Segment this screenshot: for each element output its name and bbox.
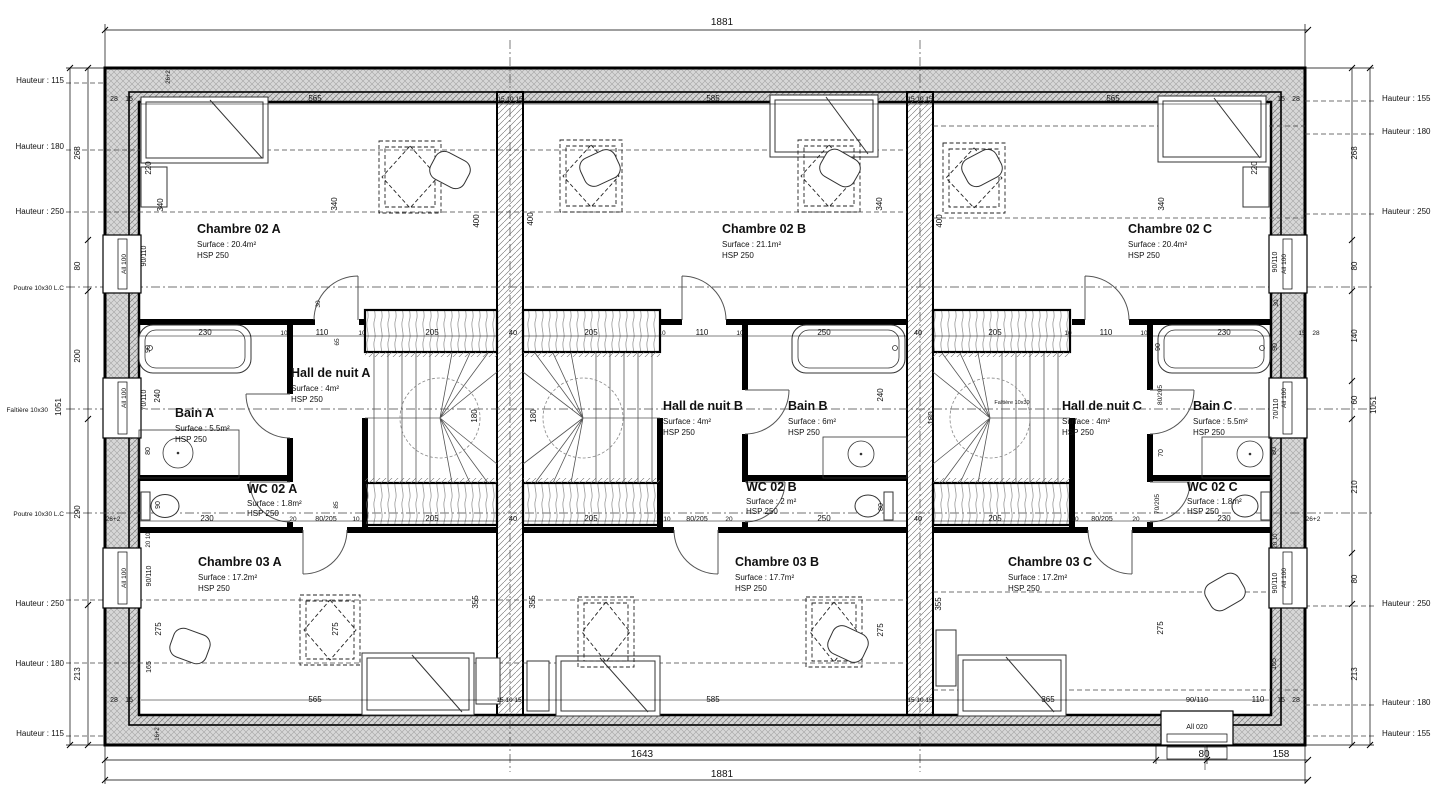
room-hsp: HSP 250 — [746, 507, 778, 516]
dim-label: 70 — [1158, 449, 1165, 457]
dim-label: 70/110 — [1273, 398, 1280, 420]
dim-label: Hauteur : 180 — [1382, 127, 1431, 136]
dim-label: 340 — [330, 197, 339, 211]
dim-label: Poutre 10x30 L.C — [13, 285, 64, 292]
dim-label: 80 — [73, 261, 82, 271]
dim-label: 30 — [315, 300, 322, 308]
dim-label: 365 — [1041, 695, 1055, 704]
room-hsp: HSP 250 — [1008, 584, 1040, 593]
room-hsp: HSP 250 — [663, 428, 695, 437]
dim-label: 80 — [1198, 749, 1210, 760]
dim-label: 26+2 — [166, 70, 172, 84]
bed — [958, 655, 1066, 716]
dim-label: 110 — [1099, 328, 1113, 337]
dim-label: Hauteur : 155 — [1382, 94, 1431, 103]
dim-label: 10 — [658, 330, 666, 337]
room-name: Chambre 02 B — [722, 222, 807, 236]
dim-label: 70/110 — [141, 389, 148, 411]
dim-label: 205 — [425, 328, 439, 337]
dim-label: 220 — [144, 161, 153, 175]
dim-label: 290 — [73, 505, 82, 519]
dim-label: 180 — [927, 411, 936, 425]
room-name: Chambre 03 B — [735, 555, 820, 569]
dim-label: Hauteur : 180 — [15, 142, 64, 151]
dim-label: 60 — [1350, 395, 1359, 405]
dim-label: Hauteur : 155 — [1382, 729, 1431, 738]
dim-label: 400 — [526, 212, 535, 226]
room-surface: Surface : 4m² — [663, 417, 712, 426]
dim-label: 80/205 — [315, 516, 337, 523]
dim-label: 15 — [125, 697, 133, 704]
dim-label: 110 — [1251, 695, 1265, 704]
room-name: Bain A — [175, 406, 215, 420]
dim-label: 85 — [333, 501, 340, 509]
dim-label: 90 — [155, 501, 162, 509]
dim-label: 213 — [73, 667, 82, 681]
dim-label: 20 10 — [1273, 533, 1279, 549]
dim-label: 240 — [876, 388, 885, 402]
dim-label: 10 — [1064, 330, 1072, 337]
room-name: Hall de nuit B — [663, 399, 743, 413]
dim-label: 355 — [528, 595, 537, 609]
dim-label: 15 10 15 — [907, 697, 933, 704]
dim-label: 26+2 — [105, 516, 121, 523]
dim-label: 340 — [1157, 197, 1166, 211]
room-surface: Surface : 6m² — [788, 417, 837, 426]
room-surface: Surface : 17.2m² — [1008, 573, 1068, 582]
bed — [141, 97, 268, 163]
room-surface: Surface : 4m² — [1062, 417, 1111, 426]
room-hsp: HSP 250 — [1193, 428, 1225, 437]
dim-label: 15 10 15 — [907, 96, 933, 103]
dim-label: 16+2 — [155, 727, 161, 741]
room-name: Bain C — [1193, 399, 1233, 413]
dim-label: Hauteur : 250 — [1382, 207, 1431, 216]
bedside-table — [936, 630, 956, 686]
room-name: WC 02 B — [746, 480, 797, 494]
dim-label: Hauteur : 180 — [1382, 698, 1431, 707]
dim-label: 180 — [470, 409, 479, 423]
room-hsp: HSP 250 — [175, 435, 207, 444]
dim-label: 230 — [198, 328, 212, 337]
dim-label: Hauteur : 115 — [16, 76, 64, 85]
dim-label: 20 — [725, 516, 733, 523]
dim-label: 205 — [988, 514, 1002, 523]
dim-label: 165 — [1271, 658, 1278, 670]
dim-label: All 100 — [121, 388, 128, 408]
dim-label: 90/110 — [1272, 572, 1279, 594]
dim-label: 230 — [1217, 328, 1231, 337]
room-surface: Surface : 21.1m² — [722, 240, 782, 249]
dim-label: Hauteur : 115 — [16, 729, 64, 738]
room-surface: Surface : 17.2m² — [198, 573, 258, 582]
bed — [556, 656, 660, 716]
dim-label: 230 — [200, 514, 214, 523]
dim-label: 40 — [508, 328, 518, 337]
dim-label: All 100 — [1281, 254, 1288, 274]
room-surface: Surface : 17.7m² — [735, 573, 795, 582]
dim-label: 355 — [934, 597, 943, 611]
dim-label: 15 10 15 — [496, 697, 522, 704]
dim-label: 20 10 — [146, 532, 152, 548]
dim-label: 20 — [1132, 516, 1140, 523]
dim-label: 400 — [472, 214, 481, 228]
dim-label: 90 — [1155, 343, 1162, 351]
room-surface: Surface : 5.5m² — [175, 424, 230, 433]
dim-label: 80 — [878, 503, 885, 511]
room-hsp: HSP 250 — [198, 584, 230, 593]
dim-label: 275 — [154, 622, 163, 636]
room-hsp: HSP 250 — [1128, 251, 1160, 260]
dim-label: 400 — [935, 214, 944, 228]
dim-label: 200 — [73, 349, 82, 363]
bed — [770, 95, 878, 157]
dim-label: 355 — [471, 595, 480, 609]
dim-label: All 020 — [1186, 724, 1208, 731]
room-hsp: HSP 250 — [722, 251, 754, 260]
window-bottom — [1161, 711, 1233, 759]
dim-label: 15 — [1277, 697, 1285, 704]
dim-label: 10 — [1071, 516, 1079, 523]
dim-label: 90/110 — [146, 565, 153, 587]
dim-label: 90/110 — [1185, 695, 1209, 704]
dim-label: 28 — [110, 96, 118, 103]
dim-label: 180 — [529, 409, 538, 423]
room-hsp: HSP 250 — [735, 584, 767, 593]
dim-label: 26+2 — [1305, 516, 1321, 523]
dim-label: 80 — [145, 447, 152, 455]
bathtub — [1158, 325, 1270, 373]
dim-label: 80 — [1271, 447, 1278, 455]
room-name: Bain B — [788, 399, 828, 413]
dim-label: 90/110 — [1272, 251, 1279, 273]
dim-label: 80/205 — [1157, 385, 1164, 405]
dim-label: 158 — [1272, 749, 1290, 760]
dim-label: 40 — [508, 514, 518, 523]
dim-label: 275 — [1156, 621, 1165, 635]
bathtub — [139, 325, 251, 373]
dim-label: 565 — [308, 695, 322, 704]
room-surface: Surface : 2 m² — [746, 497, 797, 506]
dim-label: All 100 — [121, 254, 128, 274]
dim-label: 10 — [358, 330, 366, 337]
room-name: Hall de nuit A — [291, 366, 371, 380]
bed — [1158, 96, 1266, 162]
dim-label: 110 — [315, 328, 329, 337]
dim-label: Hauteur : 180 — [15, 659, 64, 668]
dim-label: 40 — [913, 328, 923, 337]
room-hsp: HSP 250 — [788, 428, 820, 437]
room-hsp: HSP 250 — [197, 251, 229, 260]
dim-label: Poutre 10x30 L.C — [13, 511, 64, 518]
dim-label: 28 — [1312, 330, 1320, 337]
dim-label: 268 — [73, 146, 82, 160]
room-hsp: HSP 250 — [1062, 428, 1094, 437]
dim-label: 10 — [663, 516, 671, 523]
room-surface: Surface : 1.8m² — [1187, 497, 1242, 506]
dim-label: 1051 — [1369, 396, 1378, 414]
room-surface: Surface : 20.4m² — [1128, 240, 1188, 249]
dim-label: 250 — [817, 514, 831, 523]
bedside-table — [527, 661, 549, 711]
dim-label: 205 — [584, 514, 598, 523]
dim-label: 340 — [156, 198, 165, 212]
dim-label: 585 — [706, 695, 720, 704]
dim-label: 90 — [1272, 343, 1279, 351]
room-surface: Surface : 4m² — [291, 384, 340, 393]
room-name: WC 02 A — [247, 482, 298, 496]
dim-label: All 100 — [1281, 388, 1288, 408]
room-hsp: HSP 250 — [291, 395, 323, 404]
dim-label: 10 — [352, 516, 360, 523]
dim-label: 340 — [875, 197, 884, 211]
dim-label: 80 — [1350, 261, 1359, 271]
dim-label: 28 — [110, 697, 118, 704]
dim-label: 10 — [280, 330, 288, 337]
dim-label: All 100 — [1281, 568, 1288, 588]
dim-label: 90/110 — [141, 245, 148, 267]
dim-label: 565 — [308, 94, 322, 103]
dim-label: 1051 — [54, 398, 63, 416]
dim-label: 268 — [1350, 146, 1359, 160]
dim-label: 1881 — [710, 17, 734, 28]
dim-label: 1643 — [630, 749, 654, 760]
dim-label: 1881 — [710, 769, 734, 780]
dim-label: 15 — [1277, 96, 1285, 103]
room-name: Chambre 03 A — [198, 555, 282, 569]
room-name: Chambre 03 C — [1008, 555, 1093, 569]
dim-label: 220 — [1250, 161, 1259, 175]
dim-label: 80 — [1350, 574, 1359, 584]
dim-label: Hauteur : 250 — [15, 207, 64, 216]
room-name: Chambre 02 A — [197, 222, 281, 236]
dim-label: 65 — [334, 338, 341, 346]
dim-label: 28 — [1292, 697, 1300, 704]
dim-label: 140 — [1350, 329, 1359, 343]
dim-label: Faîtière 10x30 — [6, 407, 48, 414]
dim-label: 30 — [1273, 299, 1280, 307]
dim-label: 585 — [706, 94, 720, 103]
bathtub — [792, 325, 905, 373]
room-name: WC 02 C — [1187, 480, 1238, 494]
dim-label: 20 — [289, 516, 297, 523]
dim-label: 205 — [584, 328, 598, 337]
dim-label: 28 — [1292, 96, 1300, 103]
dim-label: 213 — [1350, 667, 1359, 681]
dim-label: 15 — [1298, 330, 1306, 337]
dim-label: Hauteur : 250 — [1382, 599, 1431, 608]
dim-label: 10 — [736, 330, 744, 337]
dim-label: 90 — [145, 345, 152, 353]
bed — [362, 653, 474, 715]
room-name: Hall de nuit C — [1062, 399, 1142, 413]
room-name: Chambre 02 C — [1128, 222, 1213, 236]
dim-label: 240 — [153, 389, 162, 403]
room-hsp: HSP 250 — [1187, 507, 1219, 516]
room-surface: Surface : 20.4m² — [197, 240, 257, 249]
dim-label: 210 — [1350, 480, 1359, 494]
room-surface: Surface : 5.5m² — [1193, 417, 1248, 426]
dim-label: 70/205 — [1154, 494, 1161, 514]
dim-label: 40 — [913, 514, 923, 523]
dim-label: 80/205 — [686, 516, 708, 523]
dim-label: 15 — [125, 96, 133, 103]
dim-label: 80/205 — [1091, 516, 1113, 523]
dim-label: 230 — [1217, 514, 1231, 523]
dim-label: 205 — [425, 514, 439, 523]
dim-label: Faîtière 10x30 — [994, 400, 1030, 406]
room-surface: Surface : 1.8m² — [247, 499, 302, 508]
dim-label: 275 — [876, 623, 885, 637]
dim-label: 250 — [817, 328, 831, 337]
dim-label: 165 — [146, 661, 153, 673]
dim-label: 110 — [695, 328, 709, 337]
dim-label: 275 — [331, 622, 340, 636]
dim-label: 205 — [988, 328, 1002, 337]
dim-label: 565 — [1106, 94, 1120, 103]
dim-label: All 100 — [121, 568, 128, 588]
room-hsp: HSP 250 — [247, 509, 279, 518]
dim-label: 10 — [1140, 330, 1148, 337]
dim-label: Hauteur : 250 — [15, 599, 64, 608]
dim-label: 15 10 15 — [497, 96, 523, 103]
